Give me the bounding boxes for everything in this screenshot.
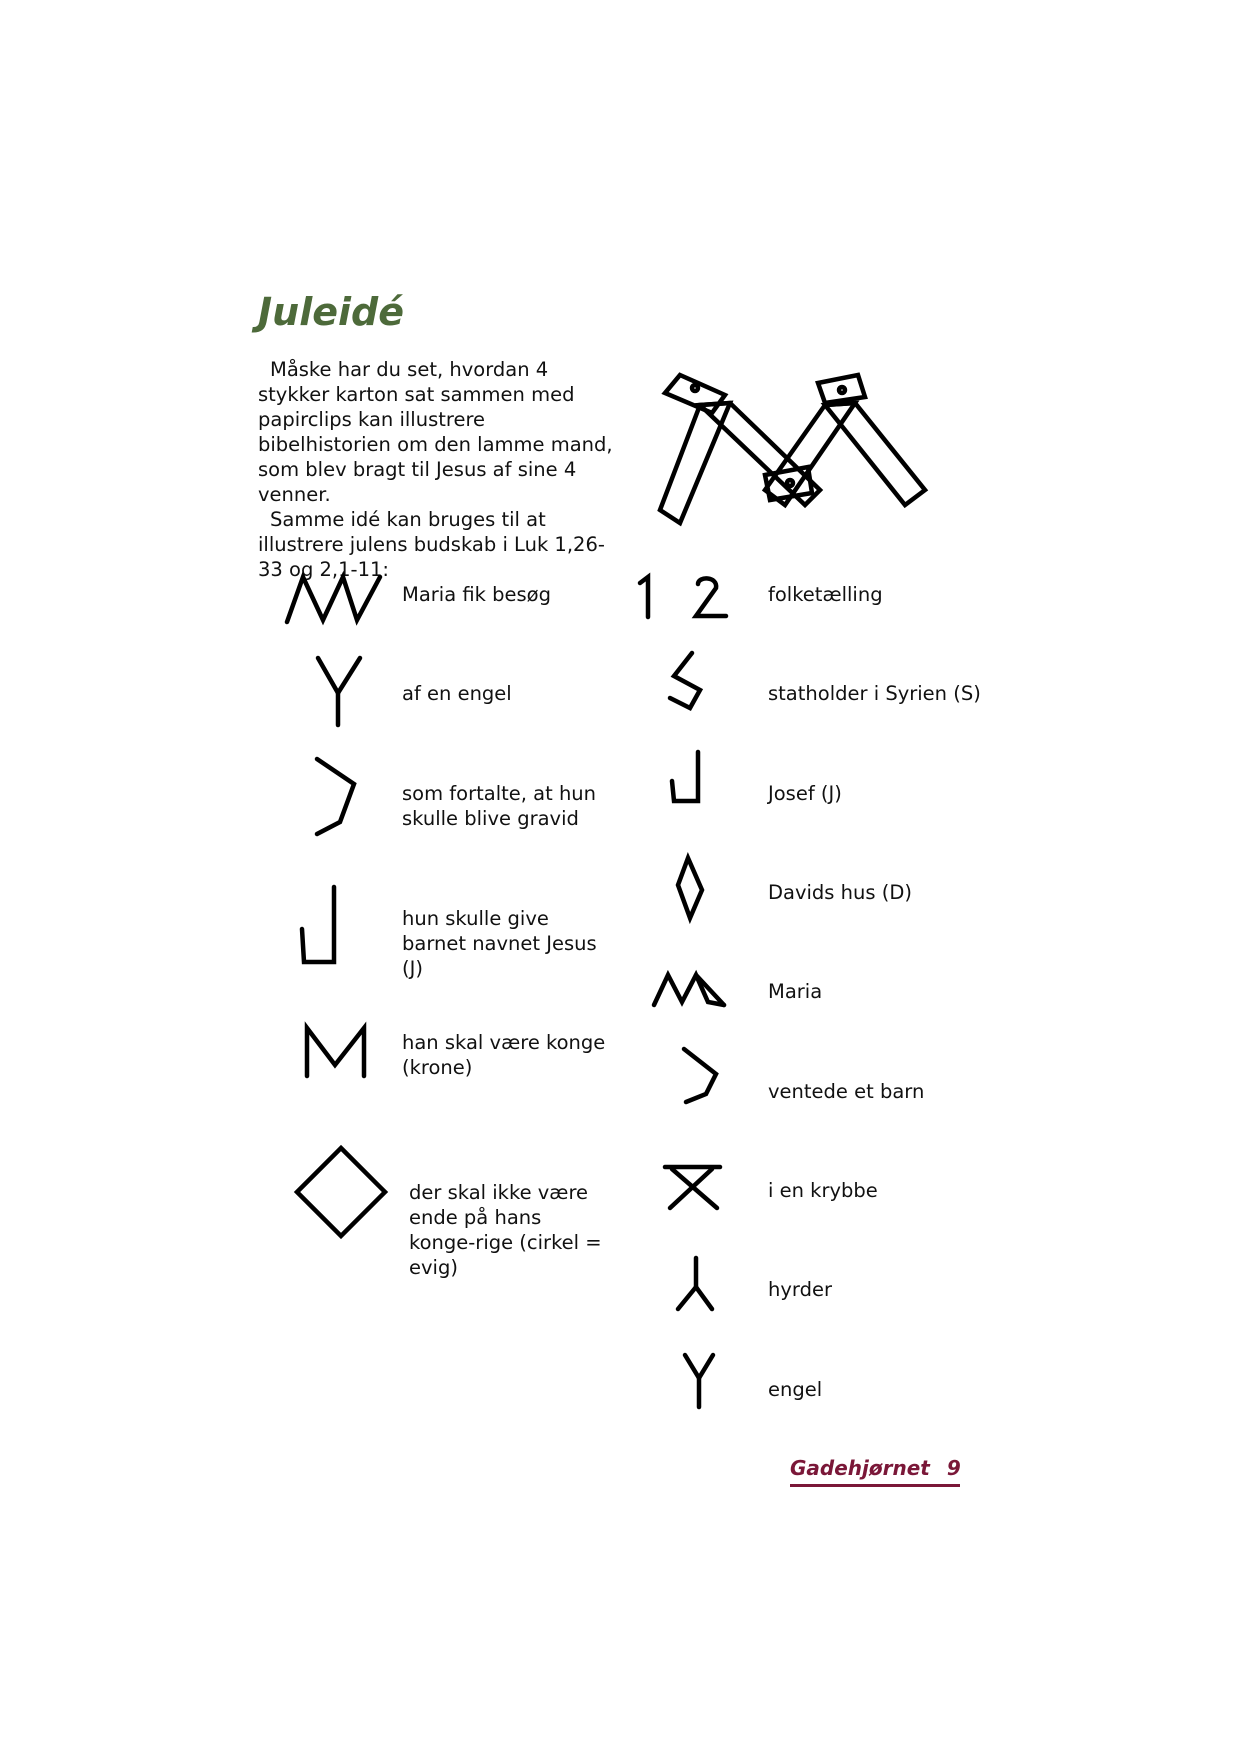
footer-magazine-name: Gadehjørnet: [790, 1456, 930, 1480]
left-label-3: som fortalte, at hun skulle blive gravid: [402, 782, 597, 830]
left-label-4: hun skulle give barnet navnet Jesus (J): [402, 907, 597, 980]
right-label-2: statholder i Syrien (S): [768, 682, 981, 705]
bracket-barn-icon: [680, 1046, 722, 1106]
j-icon: [668, 749, 704, 805]
right-label-4: Davids hus (D): [768, 881, 912, 904]
diamond-d-icon: [674, 855, 706, 921]
page-number: 9: [946, 1456, 961, 1480]
m-crown-icon: [302, 1023, 370, 1079]
cardboard-m-icon: [660, 375, 930, 535]
m-maria-icon: [652, 972, 726, 1008]
right-label-9: engel: [768, 1378, 823, 1401]
left-label-5: han skal være konge (krone): [402, 1031, 606, 1079]
diamond-circle-icon: [294, 1145, 388, 1239]
footer-underline: [790, 1484, 960, 1487]
right-label-1: folketælling: [768, 583, 883, 606]
page-title: Juleidé: [258, 290, 404, 334]
intro-paragraph-2: Samme idé kan bruges til at illustrere julens budskab i Luk 1,26-33 og 2,1-11:: [258, 508, 605, 581]
intro-paragraph-1: Måske har du set, hvordan 4 stykker karton sat sammen med papirclips kan illustrere bibelhistorien om den lamme mand, som blev bragt til Jesus af sine 4 venner.: [258, 358, 613, 506]
shepherd-icon: [674, 1255, 718, 1313]
one-two-icon: [636, 574, 730, 620]
left-label-2: af en engel: [402, 682, 512, 705]
m-zigzag-icon: [285, 572, 385, 624]
left-label-6: der skal ikke være ende på hans konge-rige (cirkel = evig): [409, 1181, 602, 1279]
right-label-5: Maria: [768, 980, 823, 1003]
right-label-3: Josef (J): [768, 782, 842, 805]
intro-text: [258, 357, 618, 582]
y-engel-icon: [682, 1352, 716, 1410]
s-icon: [664, 650, 708, 712]
y-angel-icon: [314, 655, 366, 727]
left-label-1: Maria fik besøg: [402, 583, 551, 606]
j-hook-icon: [296, 884, 340, 966]
right-label-8: hyrder: [768, 1278, 832, 1301]
bracket-pregnant-icon: [312, 756, 364, 838]
footer: [790, 1456, 961, 1480]
right-label-7: i en krybbe: [768, 1179, 878, 1202]
manger-icon: [662, 1163, 724, 1213]
right-label-6: ventede et barn: [768, 1080, 925, 1103]
